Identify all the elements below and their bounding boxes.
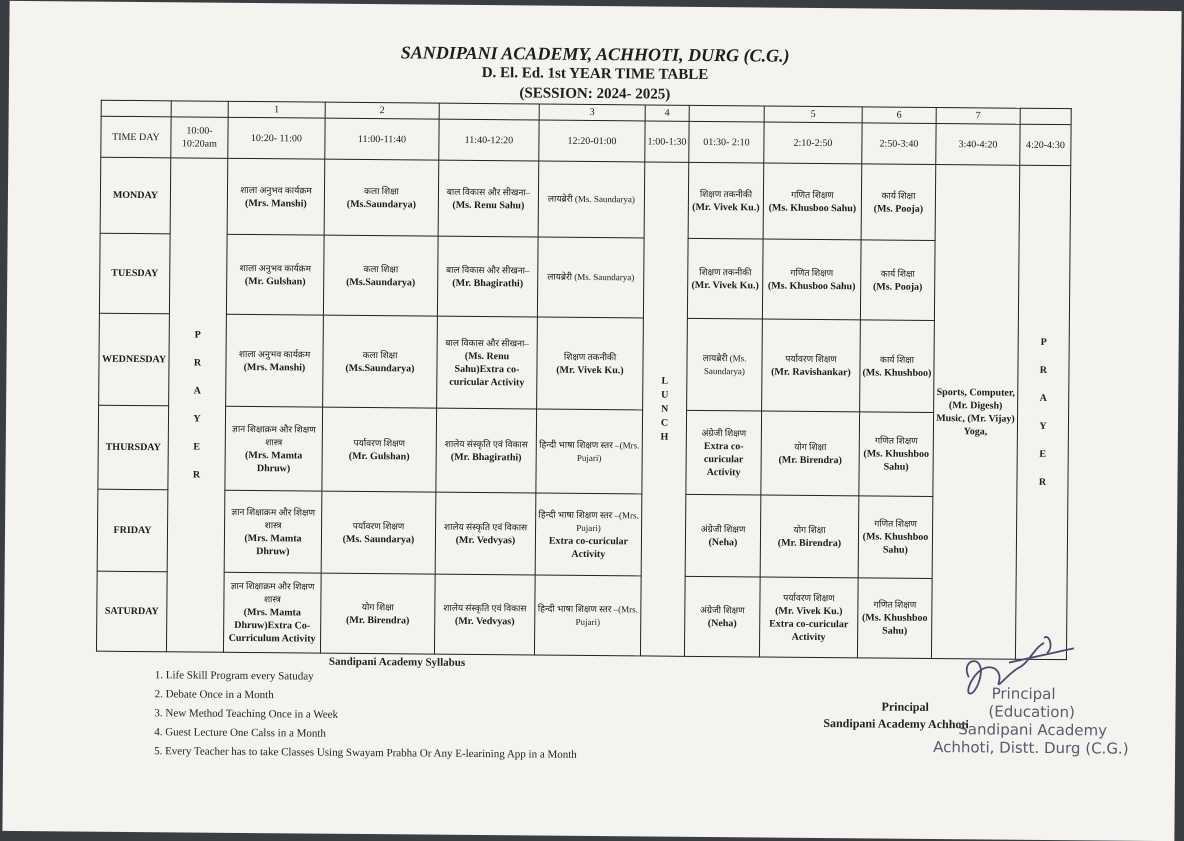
class-cell: [687, 238, 763, 319]
class-cell: [225, 406, 323, 491]
time-day-header: TIME DAY: [101, 116, 171, 158]
class-cell: [760, 495, 859, 578]
teacher-text: (Mr. Gulshan): [244, 275, 306, 287]
subject-text: योग शिक्षा: [794, 441, 827, 452]
teacher-text: (Mr. Vivek Ku.): [556, 364, 624, 376]
prayer-letter: E: [193, 441, 201, 453]
syllabus-item: 3. New Method Teaching Once in a Week: [165, 704, 577, 727]
class-cell: [227, 158, 325, 235]
lunch-letter: L: [661, 375, 669, 387]
time-slot: 4:20-4:30: [1020, 124, 1071, 165]
teacher-text: (Ms. Khushboo Sahu): [863, 448, 930, 473]
subject-text: लायब्रेरी (Ms. Saundarya): [547, 193, 635, 205]
syllabus-item: 1. Life Skill Program every Satuday: [166, 666, 578, 689]
stamp-line: (Education): [988, 702, 1075, 722]
day-row: [99, 313, 1070, 413]
time-slot: 01:30- 2:10: [689, 121, 764, 163]
teacher-text: (Mr. Vivek Ku.) Extra co-curicular Activity: [769, 605, 849, 643]
prayer-letter: E: [1039, 448, 1047, 460]
subject-text: ज्ञान शिक्षाक्रम और शिक्षण शास्त्र: [232, 423, 316, 447]
class-cell: [435, 492, 536, 575]
day-row: [98, 405, 1069, 497]
subject-text: कार्य शिक्षा: [880, 354, 915, 365]
class-cell: [323, 235, 438, 316]
class-cell: [762, 239, 861, 320]
day-label: MONDAY: [100, 157, 171, 234]
subject-text: गणित शिक्षण: [791, 189, 834, 200]
subject-text: अंग्रेजी शिक्षण: [700, 604, 745, 615]
teacher-text: (Mrs. Manshi): [244, 197, 307, 210]
prayer-letter: R: [192, 469, 201, 481]
class-cell: [763, 163, 862, 240]
timetable-sheet: [2, 1, 1181, 841]
time-slot: 3:40-4:20: [936, 123, 1020, 165]
teacher-text: (Mr. Bhagirathi): [450, 451, 522, 463]
day-label: TUESDAY: [99, 233, 170, 314]
subject-text: अंग्रेजी शिक्षण: [701, 427, 747, 438]
class-cell: [324, 159, 439, 236]
class-cell: [226, 314, 324, 407]
teacher-text: (Neha): [708, 536, 738, 548]
class-cell: [223, 572, 321, 653]
class-cell: [537, 317, 644, 410]
lunch-letter: U: [661, 389, 669, 401]
class-cell: [226, 234, 324, 315]
syllabus-item: 4. Guest Lecture One Calss in a Month: [165, 723, 577, 746]
timetable-subtitle: D. El. Ed. 1st YEAR TIME TABLE: [481, 65, 709, 84]
day-label: FRIDAY: [97, 489, 168, 572]
prayer-letter: R: [193, 357, 202, 369]
teacher-text: Extra co-curicular Activity: [703, 440, 744, 478]
subject-text: गणित शिक्षण: [790, 267, 834, 278]
syllabus-item: 5. Every Teacher has to take Classes Using Swayam Prabha Or Any E-learining App in a Month: [165, 742, 577, 765]
teacher-text: (Ms.Saundarya): [345, 362, 415, 374]
teacher-text: Extra co-curicular Activity: [548, 535, 629, 560]
subject-text: पर्यावरण शिक्षण: [353, 437, 406, 448]
teacher-text: (Mr. Gulshan): [348, 450, 410, 462]
subject-text: गणित शिक्षण: [874, 518, 918, 529]
teacher-text: (Ms. Pooja): [872, 280, 923, 293]
subject-text: पर्यावरण शिक्षण: [785, 353, 837, 364]
syllabus-item: 2. Debate Once in a Month: [166, 685, 578, 708]
period-number: 2: [325, 102, 439, 119]
sports-cell: Sports, Computer, (Mr. Digesh) Music, (Mr. Vijay) Yoga,: [931, 164, 1019, 659]
time-slot: 11:40-12:20: [439, 119, 539, 161]
subject-text: कार्य शिक्षा: [881, 190, 916, 201]
academy-signature-label: Sandipani Academy Achhoti: [823, 716, 969, 732]
subject-text: लायब्रेरी (Ms. Saundarya): [702, 352, 747, 376]
lunch-column: [640, 162, 688, 656]
subject-text: पर्यावरण शिक्षण: [352, 520, 405, 531]
class-cell: [861, 164, 936, 241]
academy-title: SANDIPANI ACADEMY, ACHHOTI, DURG (C.G.): [400, 42, 790, 66]
syllabus-heading: Sandipani Academy Syllabus: [328, 655, 466, 669]
syllabus-list: [143, 666, 578, 765]
prayer-letter: A: [1039, 392, 1047, 404]
day-label: WEDNESDAY: [99, 313, 170, 406]
class-cell: [320, 573, 435, 654]
subject-text: शाला अनुभव कार्यक्रम: [239, 262, 312, 274]
prayer-column-end: [1015, 165, 1070, 659]
lunch-letter: H: [660, 431, 669, 443]
teacher-text: (Mrs. Manshi): [243, 361, 306, 373]
teacher-text: (Ms. Saundarya): [342, 533, 415, 545]
prayer-letter: R: [1038, 476, 1047, 488]
timetable: [96, 100, 1072, 660]
subject-text: कला शिक्षा: [364, 185, 399, 196]
lunch-letter: C: [660, 417, 669, 429]
day-label: THURSDAY: [98, 405, 169, 490]
principal-label: Principal: [881, 699, 929, 714]
subject-text: अंग्रेजी शिक्षण: [700, 523, 746, 534]
class-cell: [538, 161, 645, 238]
subject-text: ज्ञान शिक्षाक्रम और शिक्षण शास्त्र: [231, 506, 316, 530]
principal-stamp: [933, 684, 1129, 758]
subject-text: योग शिक्षा: [361, 601, 394, 612]
teacher-text: (Ms.Saundarya): [346, 198, 417, 210]
time-slot: 2:10-2:50: [764, 122, 862, 164]
teacher-text: (Mrs. Mamta Dhruw): [245, 449, 303, 474]
class-cell: [858, 496, 933, 579]
subject-text: ज्ञान शिक्षाक्रम और शिक्षण शास्त्र: [230, 580, 315, 605]
teacher-text: (Mr. Vedvyas): [454, 615, 515, 627]
subject-text: योग शिक्षा: [793, 524, 826, 535]
subject-text: शालेय संस्कृति एवं विकास: [443, 521, 528, 532]
class-cell: [859, 412, 934, 497]
period-number: 1: [228, 101, 325, 118]
class-cell: [434, 574, 535, 655]
subject-text: गणित शिक्षण: [873, 599, 917, 610]
class-cell: [685, 494, 761, 577]
subject-text: कार्य शिक्षा: [880, 268, 915, 279]
prayer-letter: R: [1039, 364, 1048, 376]
class-cell: [437, 316, 538, 409]
subject-text: शाला अनुभव कार्यक्रम: [238, 348, 311, 360]
class-cell: [687, 318, 763, 411]
subject-text: गणित शिक्षण: [874, 435, 918, 446]
subject-text: पर्यावरण शिक्षण: [783, 592, 835, 603]
time-slot: 10:20- 11:00: [228, 117, 325, 159]
subject-text: शाला अनुभव कार्यक्रम: [240, 184, 312, 196]
teacher-text: (Mr. Vivek Ku.): [692, 201, 760, 213]
day-row: [97, 489, 1068, 579]
class-cell: [686, 410, 762, 495]
period-number: 7: [936, 107, 1020, 124]
prayer-letter: A: [193, 385, 201, 397]
class-cell: [761, 411, 860, 496]
period-number: 6: [862, 107, 936, 124]
subject-text: कला शिक्षा: [362, 349, 398, 360]
teacher-text: (Mr. Ravishankar): [771, 366, 851, 378]
subject-text: कला शिक्षा: [363, 263, 399, 274]
day-row: [100, 157, 1071, 241]
class-cell: [224, 490, 322, 573]
teacher-text: (Ms. Khushboo Sahu): [862, 531, 929, 556]
class-cell: [438, 160, 539, 237]
class-cell: [436, 408, 537, 493]
subject-text: हिन्दी भाषा शिक्षण स्तर –(Mrs. Pujari): [537, 603, 638, 627]
prayer-letter: Y: [1039, 420, 1047, 432]
teacher-text: (Ms. Pooja): [873, 202, 924, 215]
class-cell: [860, 240, 935, 321]
subject-text: शालेय संस्कृति एवं विकास: [444, 438, 528, 449]
class-cell: [860, 320, 935, 413]
subject-text: बाल विकास और सीखना–: [446, 186, 531, 197]
time-slot: 11:00-11:40: [325, 118, 439, 160]
class-cell: [857, 578, 932, 659]
class-cell: [684, 576, 760, 657]
class-cell: [688, 162, 764, 239]
subject-text: लायब्रेरी (Ms. Saundarya): [547, 271, 635, 283]
stamp-line: Achhoti, Distt. Durg (C.G.): [933, 737, 1129, 758]
period-number: 3: [539, 104, 645, 121]
teacher-text: (Mr. Bhagirathi): [452, 277, 524, 289]
subject-text: शिक्षण तकनीकी: [563, 351, 617, 362]
subject-text: हिन्दी भाषा शिक्षण स्तर –(Mrs. Pujari): [538, 509, 639, 533]
prayer-letter: Y: [193, 413, 201, 425]
day-label: SATURDAY: [96, 571, 167, 652]
class-cell: [323, 315, 438, 408]
class-cell: [536, 409, 643, 494]
subject-text: शिक्षण तकनीकी: [699, 188, 753, 199]
class-cell: [321, 491, 436, 574]
time-slot: 1:00-1:30: [645, 121, 689, 162]
time-slot: 2:50-3:40: [862, 123, 936, 165]
teacher-text: (Neha): [707, 617, 737, 629]
class-cell: [762, 319, 861, 412]
subject-text: शालेय संस्कृति एवं विकास: [443, 602, 527, 613]
teacher-text: (Mr. Birendra): [777, 537, 842, 549]
teacher-text: (Ms. Khushboo Sahu): [861, 612, 928, 637]
subject-text: बाल विकास और सीखना–: [446, 264, 530, 275]
class-cell: [535, 493, 642, 576]
day-row: [99, 233, 1070, 321]
class-cell: [437, 236, 538, 317]
time-slot: 10:00-10:20am: [171, 117, 228, 158]
teacher-text: (Ms.Saundarya): [346, 276, 416, 288]
prayer-letter: P: [1040, 336, 1047, 348]
stamp-line: Principal: [991, 684, 1056, 704]
stamp-line: Sandipani Academy: [958, 720, 1108, 740]
subject-text: हिन्दी भाषा शिक्षण स्तर –(Mrs. Pujari): [539, 439, 640, 463]
teacher-text: (Ms. Renu Sahu)Extra co-curicular Activity: [449, 350, 525, 388]
teacher-text: (Ms. Khusboo Sahu): [768, 202, 857, 214]
time-slot: 12:20-01:00: [539, 120, 645, 162]
period-number: 5: [764, 106, 862, 123]
class-cell: [759, 577, 858, 658]
class-cell: [534, 575, 641, 656]
class-cell: [537, 237, 644, 318]
teacher-text: (Mr. Birendra): [778, 454, 842, 466]
session-label: (SESSION: 2024- 2025): [519, 85, 671, 103]
period-number: 4: [645, 105, 689, 121]
day-row: [96, 571, 1067, 659]
prayer-letter: P: [194, 329, 201, 341]
lunch-letter: N: [660, 403, 669, 415]
teacher-text: (Mrs. Mamta Dhruw)Extra Co-Curriculum Activity: [228, 606, 316, 645]
teacher-text: (Mr. Birendra): [346, 614, 410, 626]
subject-text: शिक्षण तकनीकी: [699, 266, 752, 277]
teacher-text: (Ms. Renu Sahu): [452, 199, 525, 211]
teacher-text: (Ms. Khusboo Sahu): [767, 280, 856, 292]
teacher-text: (Mr. Vivek Ku.): [691, 279, 759, 291]
teacher-text: (Mrs. Mamta Dhruw): [244, 532, 302, 557]
class-cell: [322, 407, 437, 492]
teacher-text: (Mr. Vedvyas): [455, 534, 516, 546]
subject-text: बाल विकास और सीखना–: [445, 337, 529, 348]
prayer-column: [166, 158, 227, 652]
teacher-text: (Ms. Khushboo): [862, 366, 932, 379]
